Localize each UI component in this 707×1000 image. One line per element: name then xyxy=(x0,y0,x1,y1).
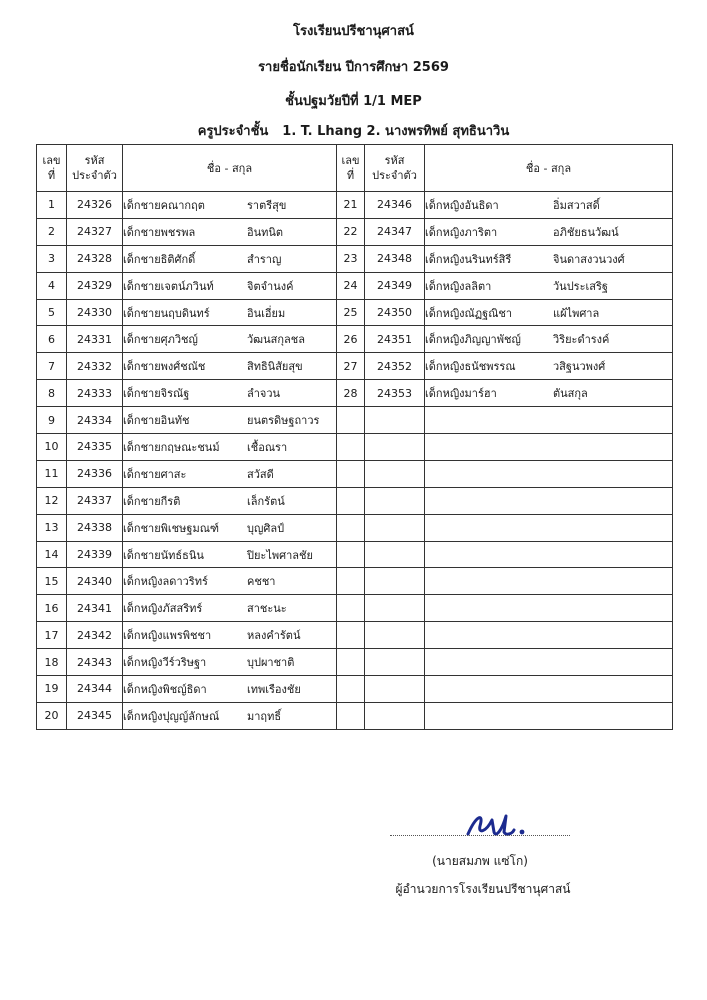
student-last-name: บุญศิลป์ xyxy=(247,521,285,535)
student-first-name: เด็กหญิงอันธิดา xyxy=(425,198,499,212)
cell-student-id xyxy=(365,595,425,622)
student-last-name: คชชา xyxy=(247,575,276,589)
table-row xyxy=(37,218,673,245)
cell-number: 14 xyxy=(37,541,67,568)
student-first-name: เด็กหญิงธนัชพรรณ xyxy=(425,360,516,374)
student-last-name: จิตจำนงค์ xyxy=(247,279,294,293)
cell-student-name xyxy=(123,541,337,568)
class-name: ชั้นปฐมวัยปีที่ 1/1 MEP xyxy=(285,94,422,109)
teachers-names: 1. T. Lhang 2. นางพรทิพย์ สุทธินาวิน xyxy=(282,124,510,139)
cell-student-name xyxy=(123,595,337,622)
cell-student-id: 24331 xyxy=(67,326,123,353)
student-last-name: บุปผาชาติ xyxy=(247,656,295,670)
cell-student-id: 24332 xyxy=(67,353,123,380)
student-last-name: มาฤทธิ์ xyxy=(247,709,282,723)
cell-student-id: 24340 xyxy=(67,568,123,595)
cell-number: 2 xyxy=(37,218,67,245)
student-first-name: เด็กชายศุภวิชญ์ xyxy=(123,333,198,347)
cell-student-id: 24351 xyxy=(365,326,425,353)
cell-student-id: 24345 xyxy=(67,702,123,729)
cell-number xyxy=(337,649,365,676)
student-last-name: วันประเสริฐ xyxy=(553,279,608,293)
cell-student-id: 24333 xyxy=(67,380,123,407)
cell-number xyxy=(337,702,365,729)
cell-number: 18 xyxy=(37,649,67,676)
table-row xyxy=(37,407,673,434)
student-last-name: เล็กรัตน์ xyxy=(247,494,285,508)
student-last-name: วัฒนสกุลชล xyxy=(247,333,305,347)
cell-student-name xyxy=(425,192,673,219)
cell-number xyxy=(337,407,365,434)
cell-number xyxy=(337,568,365,595)
student-last-name: ราตรีสุข xyxy=(247,198,287,212)
cell-student-name xyxy=(123,272,337,299)
cell-number xyxy=(337,595,365,622)
student-first-name: เด็กชายจิรณัฐ xyxy=(123,387,190,401)
cell-student-name xyxy=(123,299,337,326)
student-first-name: เด็กหญิงแพรพิชชา xyxy=(123,629,212,643)
student-last-name: ปิยะไพศาลชัย xyxy=(247,548,313,562)
cell-number: 23 xyxy=(337,245,365,272)
student-last-name: สำราญ xyxy=(247,252,282,266)
student-last-name: สวัสดี xyxy=(247,467,274,481)
student-roster-table xyxy=(36,144,673,730)
cell-student-id xyxy=(365,649,425,676)
table-row xyxy=(37,192,673,219)
cell-student-name xyxy=(123,460,337,487)
cell-student-id: 24353 xyxy=(365,380,425,407)
cell-student-id: 24337 xyxy=(67,487,123,514)
student-last-name: เทพเรืองชัย xyxy=(247,682,301,696)
student-first-name: เด็กชายพชรพล xyxy=(123,225,196,239)
signature-line xyxy=(390,834,570,836)
table-row xyxy=(37,649,673,676)
header-no-left: เลข ที่ xyxy=(37,145,67,192)
student-last-name: อิ่มสวาสดิ์ xyxy=(553,198,600,212)
cell-number: 11 xyxy=(37,460,67,487)
table-row xyxy=(37,380,673,407)
table-row xyxy=(37,568,673,595)
cell-student-id: 24343 xyxy=(67,649,123,676)
student-first-name: เด็กหญิงนรินทร์สิรี xyxy=(425,252,512,266)
cell-student-name xyxy=(425,218,673,245)
cell-student-name xyxy=(123,192,337,219)
header-id-right: รหัส ประจำตัว xyxy=(365,145,425,192)
cell-number: 5 xyxy=(37,299,67,326)
cell-student-name xyxy=(425,568,673,595)
student-first-name: เด็กหญิงลลิตา xyxy=(425,279,492,293)
student-last-name: เชื้อณรา xyxy=(247,440,288,454)
student-first-name: เด็กชายกฤษณะชนม์ xyxy=(123,440,220,454)
cell-student-name xyxy=(123,622,337,649)
cell-number: 26 xyxy=(337,326,365,353)
cell-number: 15 xyxy=(37,568,67,595)
table-header-row xyxy=(37,145,673,192)
cell-number: 19 xyxy=(37,676,67,703)
cell-student-name xyxy=(425,622,673,649)
table-row xyxy=(37,702,673,729)
student-first-name: เด็กหญิงวีร์วริษฐา xyxy=(123,656,207,670)
cell-student-name xyxy=(123,434,337,461)
header-name-right: ชื่อ - สกุล xyxy=(425,145,673,192)
school-name: โรงเรียนปรีชานุศาสน์ xyxy=(293,24,414,39)
cell-student-name xyxy=(425,514,673,541)
cell-student-name xyxy=(123,676,337,703)
cell-number xyxy=(337,622,365,649)
cell-number: 1 xyxy=(37,192,67,219)
cell-student-id: 24339 xyxy=(67,541,123,568)
table-row xyxy=(37,622,673,649)
cell-student-id xyxy=(365,514,425,541)
student-first-name: เด็กชายคณากฤต xyxy=(123,198,205,212)
cell-number: 10 xyxy=(37,434,67,461)
cell-student-name xyxy=(425,649,673,676)
student-first-name: เด็กหญิงปุญญ์ลักษณ์ xyxy=(123,709,220,723)
table-row xyxy=(37,434,673,461)
cell-student-id: 24349 xyxy=(365,272,425,299)
cell-number xyxy=(337,541,365,568)
cell-number: 25 xyxy=(337,299,365,326)
cell-student-id xyxy=(365,460,425,487)
cell-student-id xyxy=(365,407,425,434)
signer-position: ผู้อำนวยการโรงเรียนปรีชานุศาสน์ xyxy=(395,882,571,896)
cell-student-id xyxy=(365,487,425,514)
cell-student-id: 24327 xyxy=(67,218,123,245)
cell-number xyxy=(337,676,365,703)
cell-number: 7 xyxy=(37,353,67,380)
signature-mark xyxy=(462,808,542,844)
cell-student-name xyxy=(425,326,673,353)
cell-number: 8 xyxy=(37,380,67,407)
student-first-name: เด็กชายกีรติ xyxy=(123,494,181,508)
student-first-name: เด็กชายพิเชษฐมณฑ์ xyxy=(123,521,220,535)
student-last-name: หลงคำรัตน์ xyxy=(247,629,301,643)
cell-number: 24 xyxy=(337,272,365,299)
cell-student-id: 24342 xyxy=(67,622,123,649)
cell-number xyxy=(337,514,365,541)
cell-student-name xyxy=(425,487,673,514)
cell-student-name xyxy=(425,676,673,703)
cell-student-name xyxy=(123,514,337,541)
student-first-name: เด็กชายเจตน์ภวินท์ xyxy=(123,279,214,293)
cell-student-name xyxy=(123,380,337,407)
student-last-name: วสิฐนวพงศ์ xyxy=(553,360,606,374)
student-first-name: เด็กชายอินทัช xyxy=(123,414,190,428)
cell-student-id: 24326 xyxy=(67,192,123,219)
cell-student-id: 24350 xyxy=(365,299,425,326)
cell-student-name xyxy=(425,460,673,487)
cell-student-name xyxy=(425,245,673,272)
student-last-name: วิริยะดำรงค์ xyxy=(553,333,610,347)
cell-number: 21 xyxy=(337,192,365,219)
cell-student-id: 24328 xyxy=(67,245,123,272)
cell-student-id xyxy=(365,676,425,703)
student-first-name: เด็กชายนัทธ์ธนิน xyxy=(123,548,204,562)
signer-name: (นายสมภพ แซ่โก) xyxy=(432,854,528,868)
cell-student-id xyxy=(365,702,425,729)
cell-student-name xyxy=(425,434,673,461)
cell-number: 16 xyxy=(37,595,67,622)
cell-student-id: 24329 xyxy=(67,272,123,299)
cell-student-id xyxy=(365,434,425,461)
student-last-name: อินทนิต xyxy=(247,225,284,239)
table-row xyxy=(37,541,673,568)
cell-number xyxy=(337,434,365,461)
cell-number xyxy=(337,460,365,487)
cell-number: 9 xyxy=(37,407,67,434)
cell-student-name xyxy=(425,595,673,622)
table-row xyxy=(37,245,673,272)
cell-student-name xyxy=(123,326,337,353)
cell-number: 22 xyxy=(337,218,365,245)
header-name-left: ชื่อ - สกุล xyxy=(123,145,337,192)
student-first-name: เด็กหญิงภาริตา xyxy=(425,225,498,239)
student-first-name: เด็กชายพงศ์ชณัช xyxy=(123,360,206,374)
cell-number: 3 xyxy=(37,245,67,272)
student-last-name: อินเอี่ยม xyxy=(247,306,286,320)
cell-student-id: 24338 xyxy=(67,514,123,541)
cell-student-name xyxy=(123,245,337,272)
table-row xyxy=(37,460,673,487)
homeroom-teachers xyxy=(0,120,707,141)
student-first-name: เด็กหญิงลดาวริทร์ xyxy=(123,575,208,589)
cell-student-id: 24335 xyxy=(67,434,123,461)
cell-student-name xyxy=(425,541,673,568)
cell-student-id: 24348 xyxy=(365,245,425,272)
student-last-name: สาชะนะ xyxy=(247,602,287,616)
cell-number: 12 xyxy=(37,487,67,514)
student-last-name: จินดาสงวนวงศ์ xyxy=(553,252,625,266)
teachers-label: ครูประจำชั้น xyxy=(197,124,269,139)
table-row xyxy=(37,487,673,514)
cell-student-name xyxy=(425,353,673,380)
student-last-name: สิทธินิสัยสุข xyxy=(247,360,303,374)
cell-student-id xyxy=(365,622,425,649)
cell-student-name xyxy=(425,299,673,326)
student-last-name: อภิชัยธนวัฒน์ xyxy=(553,225,619,239)
cell-student-id xyxy=(365,568,425,595)
cell-number: 28 xyxy=(337,380,365,407)
cell-student-id: 24352 xyxy=(365,353,425,380)
table-row xyxy=(37,514,673,541)
table-row xyxy=(37,272,673,299)
header-no-right: เลข ที่ xyxy=(337,145,365,192)
cell-number xyxy=(337,487,365,514)
cell-student-name xyxy=(425,407,673,434)
cell-number: 13 xyxy=(37,514,67,541)
student-last-name: ยนตรดิษฐถาวร xyxy=(247,414,320,428)
cell-student-id: 24341 xyxy=(67,595,123,622)
table-row xyxy=(37,353,673,380)
cell-student-name xyxy=(425,272,673,299)
cell-student-id: 24330 xyxy=(67,299,123,326)
cell-student-id xyxy=(365,541,425,568)
cell-student-id: 24347 xyxy=(365,218,425,245)
student-first-name: เด็กชายศาสะ xyxy=(123,467,187,481)
cell-number: 27 xyxy=(337,353,365,380)
student-first-name: เด็กชายธิติศักดิ์ xyxy=(123,252,196,266)
cell-student-name xyxy=(123,649,337,676)
cell-student-name xyxy=(123,407,337,434)
table-row xyxy=(37,299,673,326)
cell-student-name xyxy=(123,702,337,729)
cell-number: 17 xyxy=(37,622,67,649)
cell-student-name xyxy=(123,568,337,595)
cell-number: 6 xyxy=(37,326,67,353)
student-last-name: ลำจวน xyxy=(247,387,281,401)
table-row xyxy=(37,326,673,353)
cell-student-id: 24346 xyxy=(365,192,425,219)
cell-student-id: 24344 xyxy=(67,676,123,703)
student-first-name: เด็กหญิงภิญญาพัชญ์ xyxy=(425,333,521,347)
student-last-name: ตันสกุล xyxy=(553,387,588,401)
student-first-name: เด็กหญิงภัสสริทร์ xyxy=(123,602,203,616)
cell-student-id: 24336 xyxy=(67,460,123,487)
cell-student-name xyxy=(123,218,337,245)
table-row xyxy=(37,676,673,703)
document-title: รายชื่อนักเรียน ปีการศึกษา 2569 xyxy=(258,60,449,75)
cell-student-name xyxy=(123,487,337,514)
student-first-name: เด็กหญิงพิชญ์ธิดา xyxy=(123,682,207,696)
student-last-name: แผ้ไพศาล xyxy=(553,306,600,320)
student-first-name: เด็กชายนฤบดินทร์ xyxy=(123,306,210,320)
student-first-name: เด็กหญิงมาร์ฮา xyxy=(425,387,497,401)
header-id-left: รหัส ประจำตัว xyxy=(67,145,123,192)
cell-number: 4 xyxy=(37,272,67,299)
cell-number: 20 xyxy=(37,702,67,729)
cell-student-name xyxy=(425,380,673,407)
cell-student-id: 24334 xyxy=(67,407,123,434)
table-row xyxy=(37,595,673,622)
cell-student-name xyxy=(425,702,673,729)
student-first-name: เด็กหญิงณัฏฐณิชา xyxy=(425,306,513,320)
cell-student-name xyxy=(123,353,337,380)
